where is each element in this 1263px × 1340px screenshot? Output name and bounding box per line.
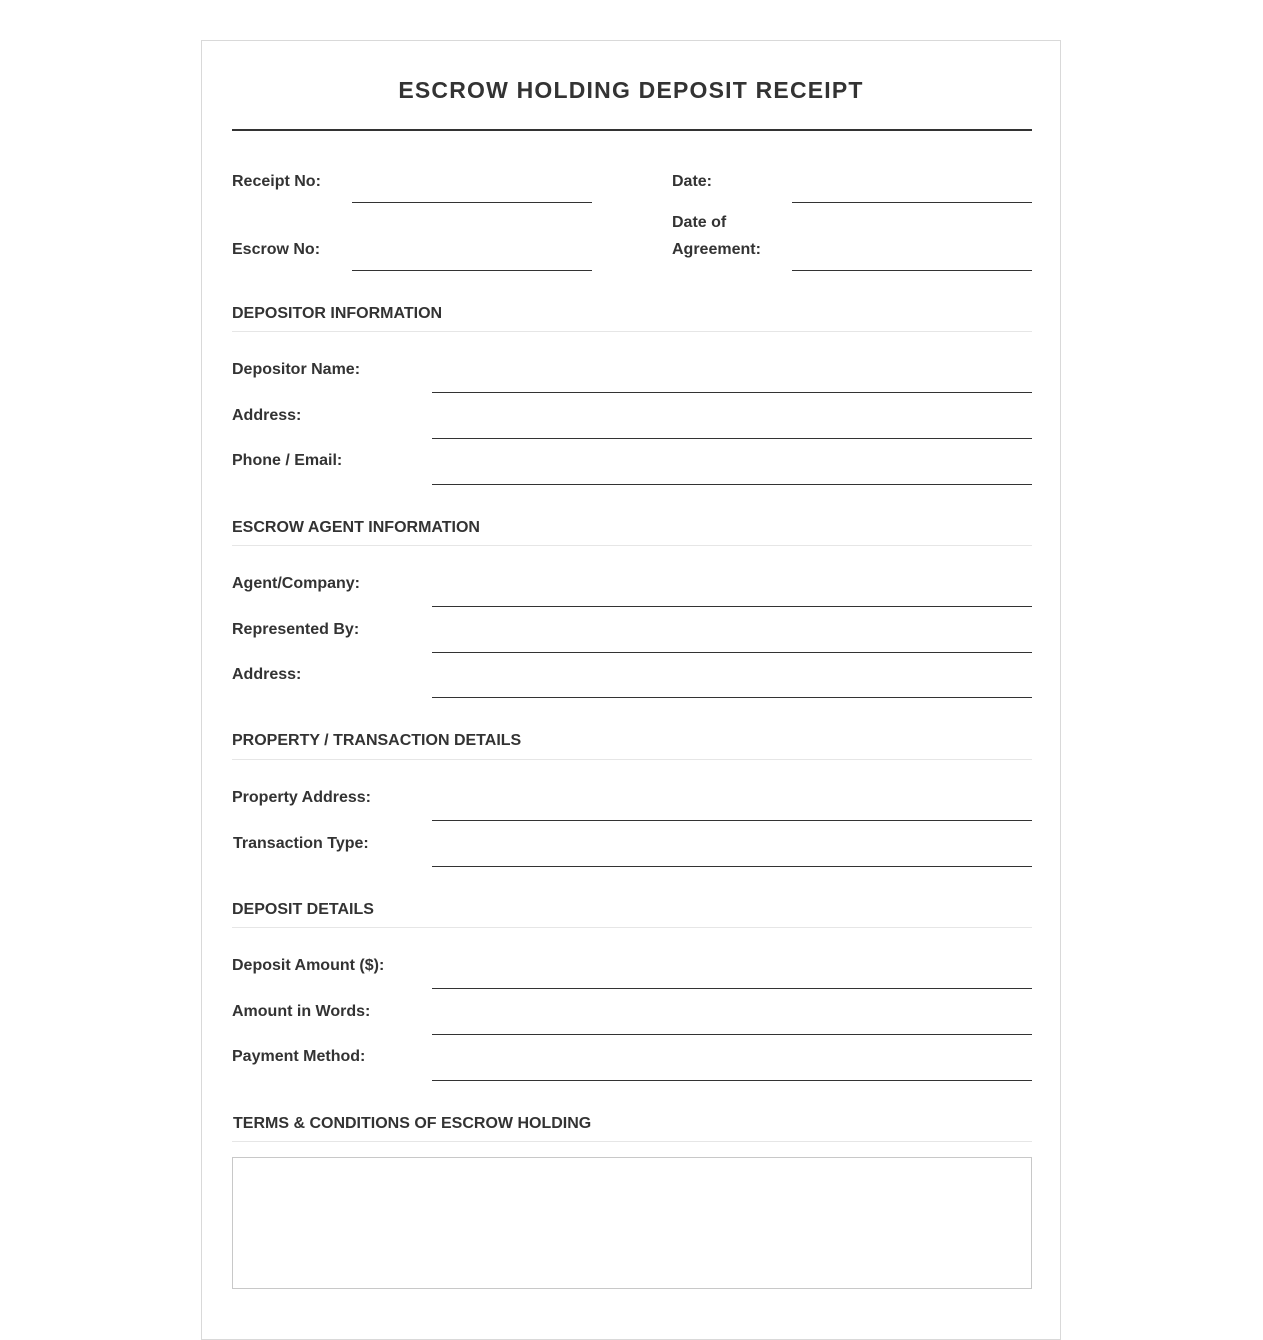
depositor-contact-field[interactable]	[432, 484, 1032, 485]
property-section-title: PROPERTY / TRANSACTION DETAILS	[232, 732, 522, 749]
receipt-no-field[interactable]	[352, 202, 592, 203]
depositor-name-label: Depositor Name:	[232, 361, 361, 378]
agent-company-label: Agent/Company:	[232, 575, 360, 592]
document-title: ESCROW HOLDING DEPOSIT RECEIPT	[398, 77, 864, 103]
deposit-section-divider	[232, 927, 1032, 928]
depositor-section-title: DEPOSITOR INFORMATION	[232, 305, 443, 322]
depositor-contact-label: Phone / Email:	[232, 452, 343, 469]
amount-in-words-field[interactable]	[432, 1034, 1032, 1035]
agent-represented-label: Represented By:	[232, 621, 360, 638]
deposit-amount-field[interactable]	[432, 988, 1032, 989]
terms-section-title: TERMS & CONDITIONS OF ESCROW HOLDING	[233, 1115, 592, 1132]
deposit-amount-label: Deposit Amount ($):	[232, 957, 385, 974]
depositor-section-divider	[232, 331, 1032, 332]
property-address-label: Property Address:	[232, 789, 371, 806]
receipt-page	[201, 40, 1061, 1340]
title-divider	[232, 129, 1032, 131]
receipt-no-label: Receipt No:	[232, 173, 321, 190]
property-section-divider	[232, 759, 1032, 760]
date-field[interactable]	[792, 202, 1032, 203]
terms-text-area[interactable]	[232, 1157, 1032, 1289]
amount-in-words-label: Amount in Words:	[232, 1003, 371, 1020]
payment-method-field[interactable]	[432, 1080, 1032, 1081]
transaction-type-label: Transaction Type:	[233, 835, 369, 852]
transaction-type-field[interactable]	[432, 866, 1032, 867]
depositor-address-field[interactable]	[432, 438, 1032, 439]
agent-address-field[interactable]	[432, 697, 1032, 698]
escrow-no-label: Escrow No:	[232, 241, 321, 258]
agent-represented-field[interactable]	[432, 652, 1032, 653]
agent-section-divider	[232, 545, 1032, 546]
agent-company-field[interactable]	[432, 606, 1032, 607]
date-of-agreement-label-line2: Agreement:	[672, 241, 761, 258]
depositor-name-field[interactable]	[432, 392, 1032, 393]
property-address-field[interactable]	[432, 820, 1032, 821]
terms-section-divider	[232, 1141, 1032, 1142]
deposit-section-title: DEPOSIT DETAILS	[232, 901, 374, 918]
agent-section-title: ESCROW AGENT INFORMATION	[232, 519, 480, 536]
date-of-agreement-label-line1: Date of	[672, 214, 727, 231]
payment-method-label: Payment Method:	[232, 1048, 366, 1065]
agent-address-label: Address:	[232, 666, 302, 683]
date-of-agreement-field[interactable]	[792, 270, 1032, 271]
date-label: Date:	[672, 173, 713, 190]
escrow-no-field[interactable]	[352, 270, 592, 271]
depositor-address-label: Address:	[232, 407, 302, 424]
